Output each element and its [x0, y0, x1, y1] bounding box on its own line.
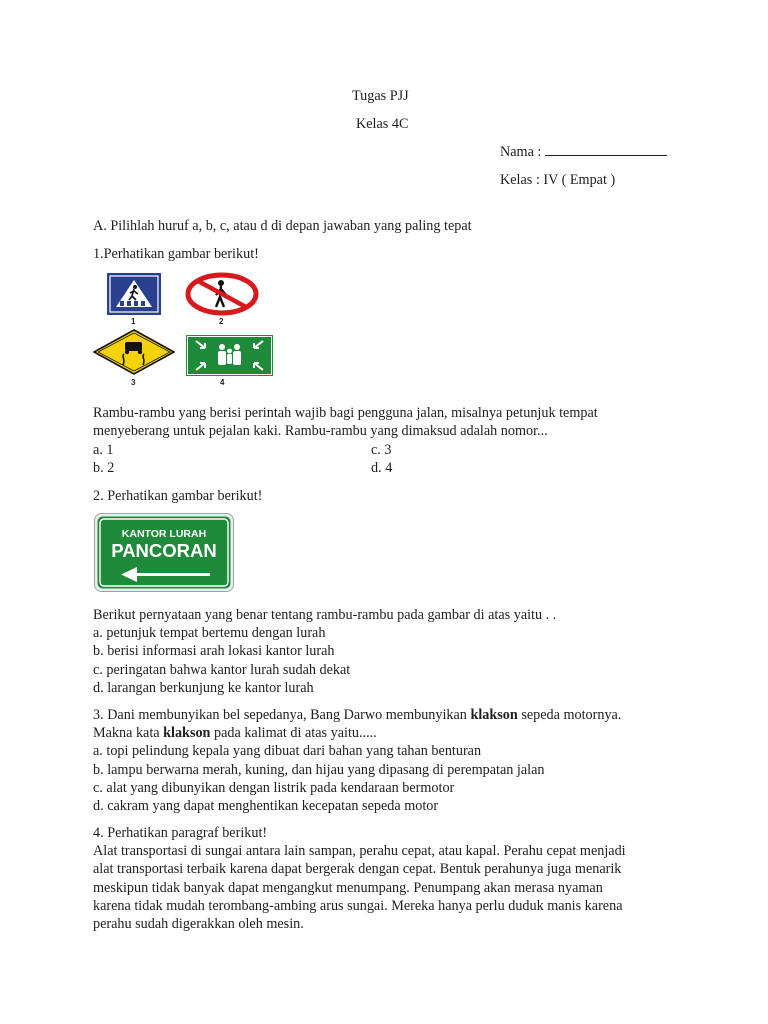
q1-text-line: menyeberang untuk pejalan kaki. Rambu-rambu yang dimaksud adalah nomor... — [93, 423, 548, 440]
name-field — [500, 143, 667, 161]
q1-option-a: a. 1 — [93, 442, 114, 458]
q1-text-line: Rambu-rambu yang berisi perintah wajib bagi pengguna jalan, misalnya petunjuk tempat — [93, 405, 598, 421]
sign-number-3: 3 — [131, 378, 136, 387]
q2-option-d: d. larangan berkunjung ke kantor lurah — [93, 679, 314, 696]
sign-number-2: 2 — [219, 317, 224, 326]
q3-line2-pre: Makna kata — [93, 725, 164, 742]
q4-prompt: 4. Perhatikan paragraf berikut! — [93, 825, 268, 841]
assembly-point-sign-icon — [186, 335, 273, 376]
q3-bold-word: klakson — [470, 707, 518, 723]
section-a-instruction: A. Pilihlah huruf a, b, c, atau d di depan jawaban yang paling tepat — [93, 218, 472, 234]
q3-option-b: b. lampu berwarna merah, kuning, dan hijau yang dipasang di perempatan jalan — [93, 761, 545, 778]
pedestrian-crossing-sign-icon — [107, 273, 161, 315]
q3-line1-pre: 3. Dani membunyikan bel sepedanya, Bang Darwo membunyikan — [93, 707, 471, 723]
q1-options — [93, 441, 493, 481]
q4-block — [93, 824, 626, 933]
q3-option-a: a. topi pelindung kepala yang dibuat dari bahan yang tahan benturan — [93, 743, 482, 760]
q1-option-c: c. 3 — [371, 442, 392, 458]
slippery-road-sign-icon — [93, 329, 175, 375]
kantor-lurah-sign — [94, 513, 234, 592]
sign-main-text: PANCORAN — [111, 540, 217, 561]
sign-number-4: 4 — [220, 378, 225, 387]
q2-prompt: 2. Perhatikan gambar berikut! — [93, 488, 263, 504]
q2-option-a: a. petunjuk tempat bertemu dengan lurah — [93, 625, 326, 642]
doc-title: Tugas PJJ — [352, 88, 409, 104]
q3-line1-post: sepeda motornya. — [517, 707, 622, 723]
q4-paragraph-line: karena tidak mudah terombang-ambing arus sungai. Mereka hanya perlu duduk manis karena — [93, 897, 623, 914]
q3-line-2 — [93, 724, 621, 742]
q4-paragraph-line: Alat transportasi di sungai antara lain sampan, perahu cepat, atau kapal. Perahu cepat menjadi — [93, 843, 626, 860]
sign-number-1: 1 — [131, 317, 136, 326]
q1-option-b: b. 2 — [93, 460, 115, 476]
kelas-label: Kelas : IV ( Empat ) — [500, 172, 616, 188]
q1-prompt: 1.Perhatikan gambar berikut! — [93, 246, 259, 262]
q2-option-c: c. peringatan bahwa kantor lurah sudah dekat — [93, 661, 351, 678]
q2-question-block — [93, 606, 556, 697]
q2-question: Berikut pernyataan yang benar tentang rambu-rambu pada gambar di atas yaitu . . — [93, 607, 557, 623]
no-pedestrians-sign-icon — [185, 272, 259, 316]
q3-line2-post: pada kalimat di atas yaitu..... — [210, 725, 377, 742]
name-label: Nama : — [500, 144, 542, 160]
q4-paragraph-line: meskipun tidak banyak dapat mengangkut menumpang. Penumpang akan merasa nyaman — [93, 879, 603, 896]
q4-paragraph-line: alat transportasi terbaik karena dapat bergerak dengan cepat. Bentuk perahunya juga menarik — [93, 861, 622, 878]
class-line: Kelas 4C — [356, 116, 409, 132]
q3-option-c: c. alat yang dibunyikan dengan listrik pada kendaraan bermotor — [93, 779, 455, 796]
q3-option-d: d. cakram yang dapat menghentikan kecepatan sepeda motor — [93, 798, 439, 815]
sign-top-text: KANTOR LURAH — [121, 528, 207, 540]
q2-option-b: b. berisi informasi arah lokasi kantor lurah — [93, 643, 335, 660]
name-blank-line — [545, 143, 667, 156]
q3-bold-word-2: klakson — [163, 725, 211, 742]
q4-paragraph-line: perahu sudah digerakkan oleh mesin. — [93, 916, 304, 933]
q3-block — [93, 706, 621, 815]
q1-question — [93, 404, 598, 440]
q1-option-d: d. 4 — [371, 460, 393, 476]
q3-line-1 — [93, 706, 621, 724]
